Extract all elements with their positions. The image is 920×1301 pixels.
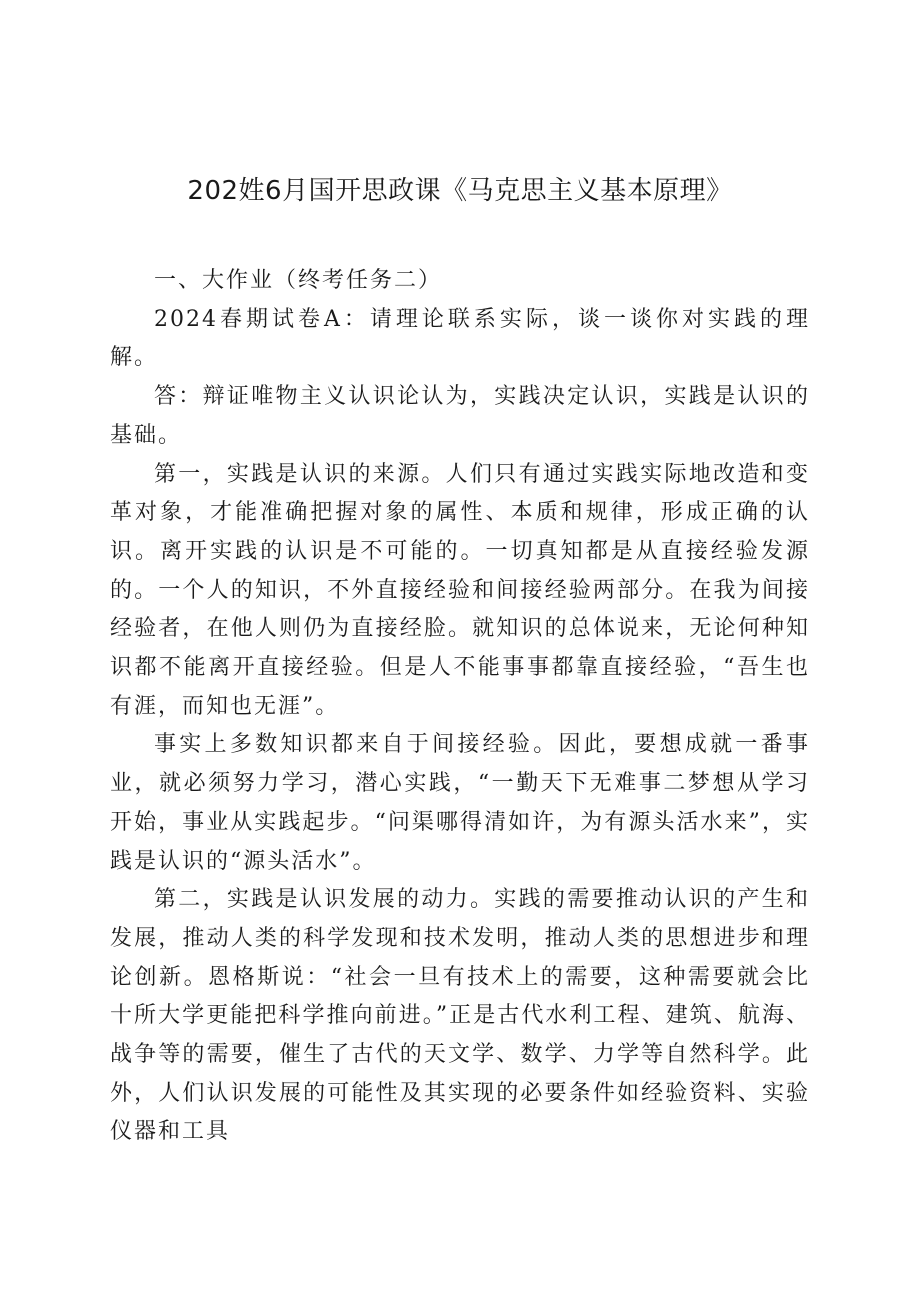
section-heading: 一、大作业（终考任务二） xyxy=(154,268,443,293)
question-line: 2024春期试卷A：请理论联系实际，谈一谈你对实践的理解。 xyxy=(110,306,810,371)
body-paragraph: 事实上多数知识都来自于间接经验。因此，要想成就一番事业，就必须努力学习，潜心实践，“一勤天下无难事二梦想从学习开始，事业从实践起步。“问渠哪得清如许，为有源头活水来”，实践是认识的“源头活水”。 xyxy=(110,732,810,874)
document-title: 202姓6月国开思政课《马克思主义基本原理》 xyxy=(187,176,733,206)
body-paragraph: 第二，实践是认识发展的动力。实践的需要推动认识的产生和发展，推动人类的科学发现和技术发明，推动人类的思想进步和理论创新。恩格斯说：“社会一旦有技术上的需要，这种需要就会比十所大学更能把科学推向前进。”正是古代水利工程、建筑、航海、战争等的需要，催生了古代的天文学、数学、力学等自然科学。此外，人们认识发展的可能性及其实现的必要条件如经验资料、实验仪器和工具 xyxy=(110,887,810,1145)
answer-paragraph: 答：辩证唯物主义认识论认为，实践决定认识，实践是认识的基础。 xyxy=(110,384,810,448)
document-body xyxy=(110,262,810,1152)
body-paragraph: 第一，实践是认识的来源。人们只有通过实践实际地改造和变革对象，才能准确把握对象的属性、本质和规律，形成正确的认识。离开实践的认识是不可能的。一切真知都是从直接经验发源的。一个人的知识，不外直接经验和间接经验两部分。在我为间接经验者，在他人则仍为直接经脸。就知识的总体说来，无论何种知识都不能离开直接经验。但是人不能事事都靠直接经验，“吾生也有涯，而知也无涯”。 xyxy=(110,461,810,719)
